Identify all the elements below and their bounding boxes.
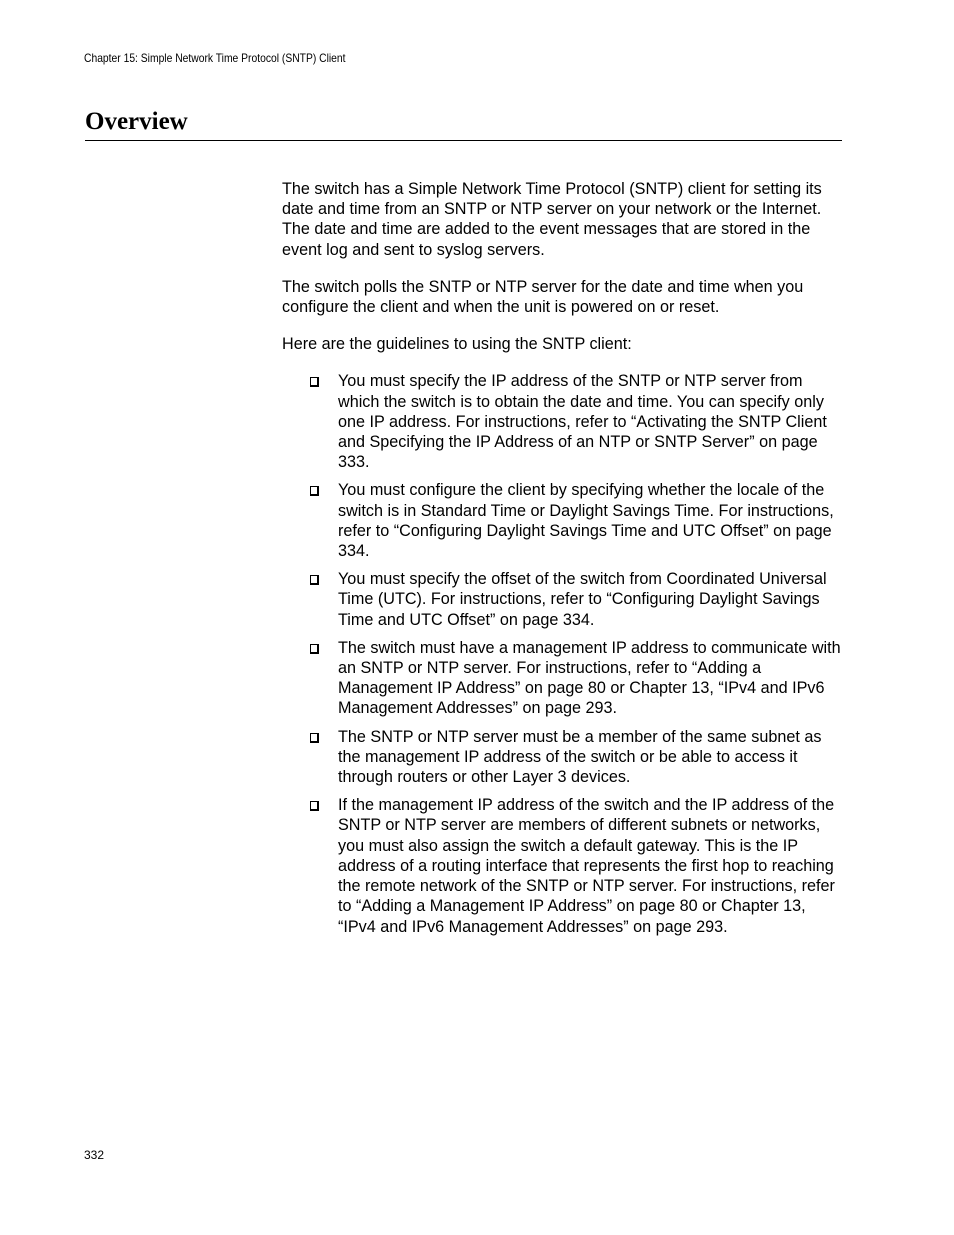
list-item-text: If the management IP address of the switch and the IP address of the SNTP or NTP server are members of different subnets or networks, you must also assign the switch a default gateway. This is the IP address of a routing interface that represents the first hop to reaching the remote network of the SNTP or NTP server. For instructions, refer to “Adding a Management IP Address” on page 80 or Chapter 13, “IPv4 and IPv6 Management Addresses” on page 293. <box>338 796 835 936</box>
list-item-text: You must specify the IP address of the SNTP or NTP server from which the switch is to obtain the date and time. You can specify only one IP address. For instructions, refer to “Activating the SNTP Client and Specifying the IP Address of an NTP or SNTP Server” on page 333. <box>338 372 827 472</box>
list-item <box>282 569 842 630</box>
section-title: Overview <box>85 108 188 135</box>
list-item <box>282 727 842 788</box>
square-bullet-icon <box>310 575 319 585</box>
running-header: Chapter 15: Simple Network Time Protocol (SNTP) Client <box>84 51 346 65</box>
body-text <box>282 179 842 945</box>
title-rule <box>85 140 842 141</box>
list-item-text: You must specify the offset of the switch from Coordinated Universal Time (UTC). For instructions, refer to “Configuring Daylight Savings Time and UTC Offset” on page 334. <box>338 570 827 629</box>
list-item <box>282 371 842 472</box>
square-bullet-icon <box>310 733 319 743</box>
square-bullet-icon <box>310 801 319 811</box>
page-number: 332 <box>84 1148 105 1162</box>
square-bullet-icon <box>310 486 319 496</box>
list-item <box>282 480 842 561</box>
list-item <box>282 795 842 936</box>
list-item <box>282 638 842 719</box>
list-item-text: The switch must have a management IP address to communicate with an SNTP or NTP server. For instructions, refer to “Adding a Management IP Address” on page 80 or Chapter 13, “IPv4 and IPv6 Management Addresses” on page 293. <box>338 638 841 718</box>
square-bullet-icon <box>310 644 319 654</box>
guidelines-intro: Here are the guidelines to using the SNTP client: <box>282 335 632 354</box>
polling-paragraph: The switch polls the SNTP or NTP server for the date and time when you configure the client and when the unit is powered on or reset. <box>282 277 804 317</box>
list-item-text: The SNTP or NTP server must be a member of the same subnet as the management IP address of the switch or be able to access it through routers or other Layer 3 devices. <box>338 727 822 787</box>
square-bullet-icon <box>310 377 319 387</box>
list-item-text: You must configure the client by specifying whether the locale of the switch is in Standard Time or Daylight Savings Time. For instructions, refer to “Configuring Daylight Savings Time and UTC Offset” on page 334. <box>338 481 834 561</box>
guidelines-list <box>282 371 842 936</box>
intro-paragraph: The switch has a Simple Network Time Protocol (SNTP) client for setting its date and time from an SNTP or NTP server on your network or the Internet. The date and time are added to the event messages that are stored in the event log and sent to syslog servers. <box>282 180 822 259</box>
